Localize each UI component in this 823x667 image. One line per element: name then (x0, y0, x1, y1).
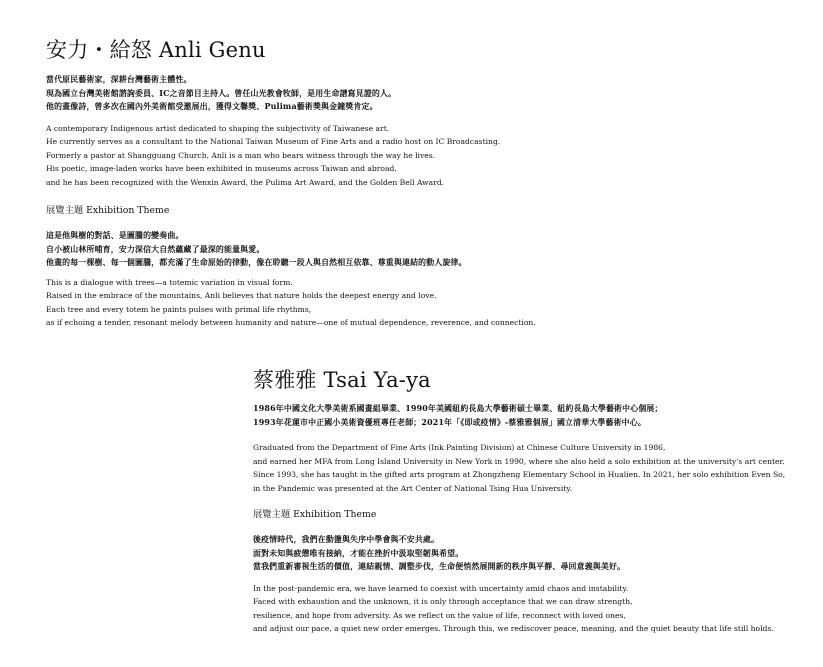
text-line: Graduated from the Department of Fine Arts (Ink Painting Division) at Chinese Culture University in 1986, (253, 443, 666, 452)
text-line: 當代原民藝術家，深耕台灣藝術主體性。 (46, 75, 192, 84)
theme-zh (253, 533, 819, 574)
bio-en (253, 441, 819, 495)
text-line: This is a dialogue with trees—a totemic variation in visual form. (46, 277, 293, 287)
theme-en (253, 582, 819, 636)
text-line: 當我們重新審視生活的價值，連結親情、調整步伐，生命便悄然展開新的秩序與平靜、尋回意義與美好。 (253, 562, 626, 571)
bio-zh (253, 402, 819, 429)
text-line: Faced with exhaustion and the unknown, it is only through acceptance that we can draw strength, (253, 597, 633, 606)
text-line: 他的畫像詩，曾多次在國內外美術館受邀展出，獲得文馨獎、Pulima藝術獎與金鐘獎肯定。 (46, 102, 378, 111)
theme-en (46, 276, 806, 330)
artist-section-anli-genu (46, 36, 806, 330)
text-line: and earned her MFA from Long Island University in New York in 1990, where she also held a solo exhibition at the university's art center. (253, 456, 785, 466)
text-line: 1986年中國文化大學美術系國畫組畢業、1990年美國紐約長島大學藝術碩士畢業、紐約長島大學藝術中心個展； (253, 404, 663, 413)
text-line: as if echoing a tender, resonant melody between humanity and nature—one of mutual dependence, reverence, and connection. (46, 318, 536, 327)
text-line: A contemporary Indigenous artist dedicated to shaping the subjectivity of Taiwanese art. (46, 123, 390, 133)
text-line: 面對未知與疲憊唯有接納，才能在挫折中汲取堅韌與希望。 (253, 548, 464, 558)
text-line: 後疫情時代，我們在動盪與失序中學會與不安共處。 (253, 535, 440, 544)
artist-name: 安力・給怒 Anli Genu (46, 38, 266, 62)
text-line: Each tree and every totem he paints pulses with primal life rhythms, (46, 304, 312, 314)
text-line: 1993年花蓮市中正國小美術資優班專任老師；2021年「《即或疫情》-蔡雅雅個展」國立清華大學藝術中心。 (253, 417, 646, 427)
text-line: He currently serves as a consultant to the National Taiwan Museum of Fine Arts and a radio host on IC Broadcasting. (46, 137, 501, 146)
exhibition-theme-heading: 展覽主題 Exhibition Theme (46, 205, 170, 216)
text-line: Formerly a pastor at Shangguang Church, Anli is a man who bears witness through the way he lives. (46, 150, 436, 160)
bio-en (46, 122, 806, 190)
text-line: and he has been recognized with the Wenxin Award, the Pulima Art Award, and the Golden Bell Award. (46, 177, 445, 187)
text-line: In the post-pandemic era, we have learned to coexist with uncertainty amid chaos and instability. (253, 583, 629, 593)
text-line: and adjust our pace, a quiet new order emerges. Through this, we rediscover peace, meaning, and the quiet beauty that life still holds. (253, 624, 774, 633)
text-line: His poetic, image-laden works have been exhibited in museums across Taiwan and abroad, (46, 164, 397, 173)
exhibition-theme-heading: 展覽主題 Exhibition Theme (253, 509, 377, 520)
text-line: in the Pandemic was presented at the Art Center of National Tsing Hua University. (253, 483, 572, 493)
text-line: Since 1993, she has taught in the gifted arts program at Zhongzheng Elementary School in Hualien. In 2021, her solo exhibition Even So, (253, 470, 786, 479)
theme-zh (46, 229, 806, 270)
text-line: 他畫的每一棵樹、每一個圖騰，都充滿了生命原始的律動，像在聆聽一段人與自然相互依靠、尊重與連結的動人旋律。 (46, 258, 467, 267)
text-line: resilience, and hope from adversity. As we reflect on the value of life, reconnect with loved ones, (253, 610, 626, 620)
text-line: 這是他與樹的對話、是圖騰的變奏曲。 (46, 231, 184, 240)
artist-section-tsai-ya-ya (253, 366, 819, 636)
bio-zh (46, 73, 806, 114)
text-line: Raised in the embrace of the mountains, Anli believes that nature holds the deepest energy and love. (46, 291, 437, 300)
artist-name: 蔡雅雅 Tsai Ya-ya (253, 368, 431, 392)
text-line: 自小被山林所哺育，安力深信大自然蘊藏了最深的能量與愛。 (46, 244, 265, 254)
text-line: 現為國立台灣美術館諮詢委員、IC之音節目主持人。曾任山光教會牧師，是用生命譜寫見證的人。 (46, 88, 397, 98)
